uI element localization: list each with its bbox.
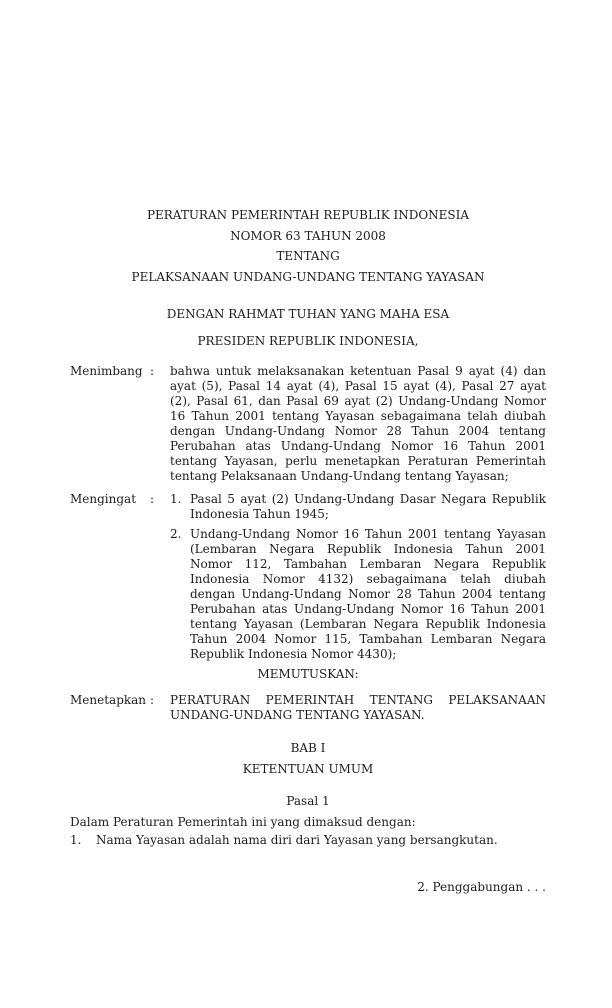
mengingat-colon: : [150, 492, 155, 506]
pasal-heading: Pasal 1 [286, 794, 330, 808]
document-title-line-4: PELAKSANAAN UNDANG-UNDANG TENTANG YAYASAN [131, 269, 485, 284]
list-item-text: Pasal 5 ayat (2) Undang-Undang Dasar Negara Republik Indonesia Tahun 1945; [190, 492, 546, 521]
menimbang-section [70, 364, 546, 484]
invocation-line: DENGAN RAHMAT TUHAN YANG MAHA ESA [166, 307, 450, 321]
menetapkan-label: Menetapkan [70, 693, 147, 707]
authority-line: PRESIDEN REPUBLIK INDONESIA, [197, 334, 419, 348]
bab-number: BAB I [290, 741, 326, 755]
menimbang-colon: : [150, 364, 155, 378]
mengingat-items [170, 492, 546, 662]
mengingat-label: Mengingat [70, 492, 137, 506]
list-item-number: 1. [170, 492, 182, 506]
document-title-line-3: TENTANG [276, 249, 340, 263]
memutuskan-heading: MEMUTUSKAN: [257, 667, 359, 681]
bab-heading-block [70, 738, 546, 780]
list-item-number: 2. [170, 527, 182, 541]
document-title-line-2: NOMOR 63 TAHUN 2008 [230, 228, 386, 243]
list-item [70, 833, 546, 848]
bab-title: KETENTUAN UMUM [242, 762, 374, 776]
mengingat-section [70, 492, 546, 662]
document-title-block [70, 205, 546, 287]
list-item [170, 492, 546, 522]
list-item-number: 1. [70, 833, 82, 847]
menetapkan-colon: : [150, 693, 155, 707]
list-item [170, 527, 546, 662]
page-catchword: 2. Penggabungan . . . [417, 880, 546, 894]
menetapkan-section [70, 693, 546, 723]
pasal-intro: Dalam Peraturan Pemerintah ini yang dimaksud dengan: [70, 815, 416, 829]
document-title-line-1: PERATURAN PEMERINTAH REPUBLIK INDONESIA [146, 208, 470, 222]
list-item-text: Nama Yayasan adalah nama diri dari Yayasan yang bersangkutan. [96, 833, 498, 847]
pasal-body [70, 815, 546, 848]
menimbang-body: bahwa untuk melaksanakan ketentuan Pasal 9 ayat (4) dan ayat (5), Pasal 14 ayat (4), Pasal 15 ayat (4), Pasal 27 ayat (2), Pasal 61, dan Pasal 69 ayat (2) Undang-Undang Nomor 16 Tahun 2001 tentang Yayasan sebagaimana telah diubah dengan Undang-Undang Nomor 28 Tahun 2004 tentang Perubahan atas Undang-Undang Nomor 16 Tahun 2001 tentang Yayasan, perlu menetapkan Peraturan Pemerintah tentang Pelaksanaan Undang-Undang tentang Yayasan; [170, 364, 546, 483]
menetapkan-body: PERATURAN PEMERINTAH TENTANG PELAKSANAAN UNDANG-UNDANG TENTANG YAYASAN. [170, 693, 546, 722]
menimbang-label: Menimbang [70, 364, 143, 378]
list-item-text: Undang-Undang Nomor 16 Tahun 2001 tentang Yayasan (Lembaran Negara Republik Indonesia Tahun 2001 Nomor 112, Tambahan Lembaran Negara Republik Indonesia Nomor 4132) sebagaimana telah diubah dengan Undang-Undang Nomor 28 Tahun 2004 tentang Perubahan atas Undang-Undang Nomor 16 Tahun 2001 tentang Yayasan (Lembaran Negara Republik Indonesia Tahun 2004 Nomor 115, Tambahan Lembaran Negara Republik Indonesia Nomor 4430); [190, 527, 546, 661]
